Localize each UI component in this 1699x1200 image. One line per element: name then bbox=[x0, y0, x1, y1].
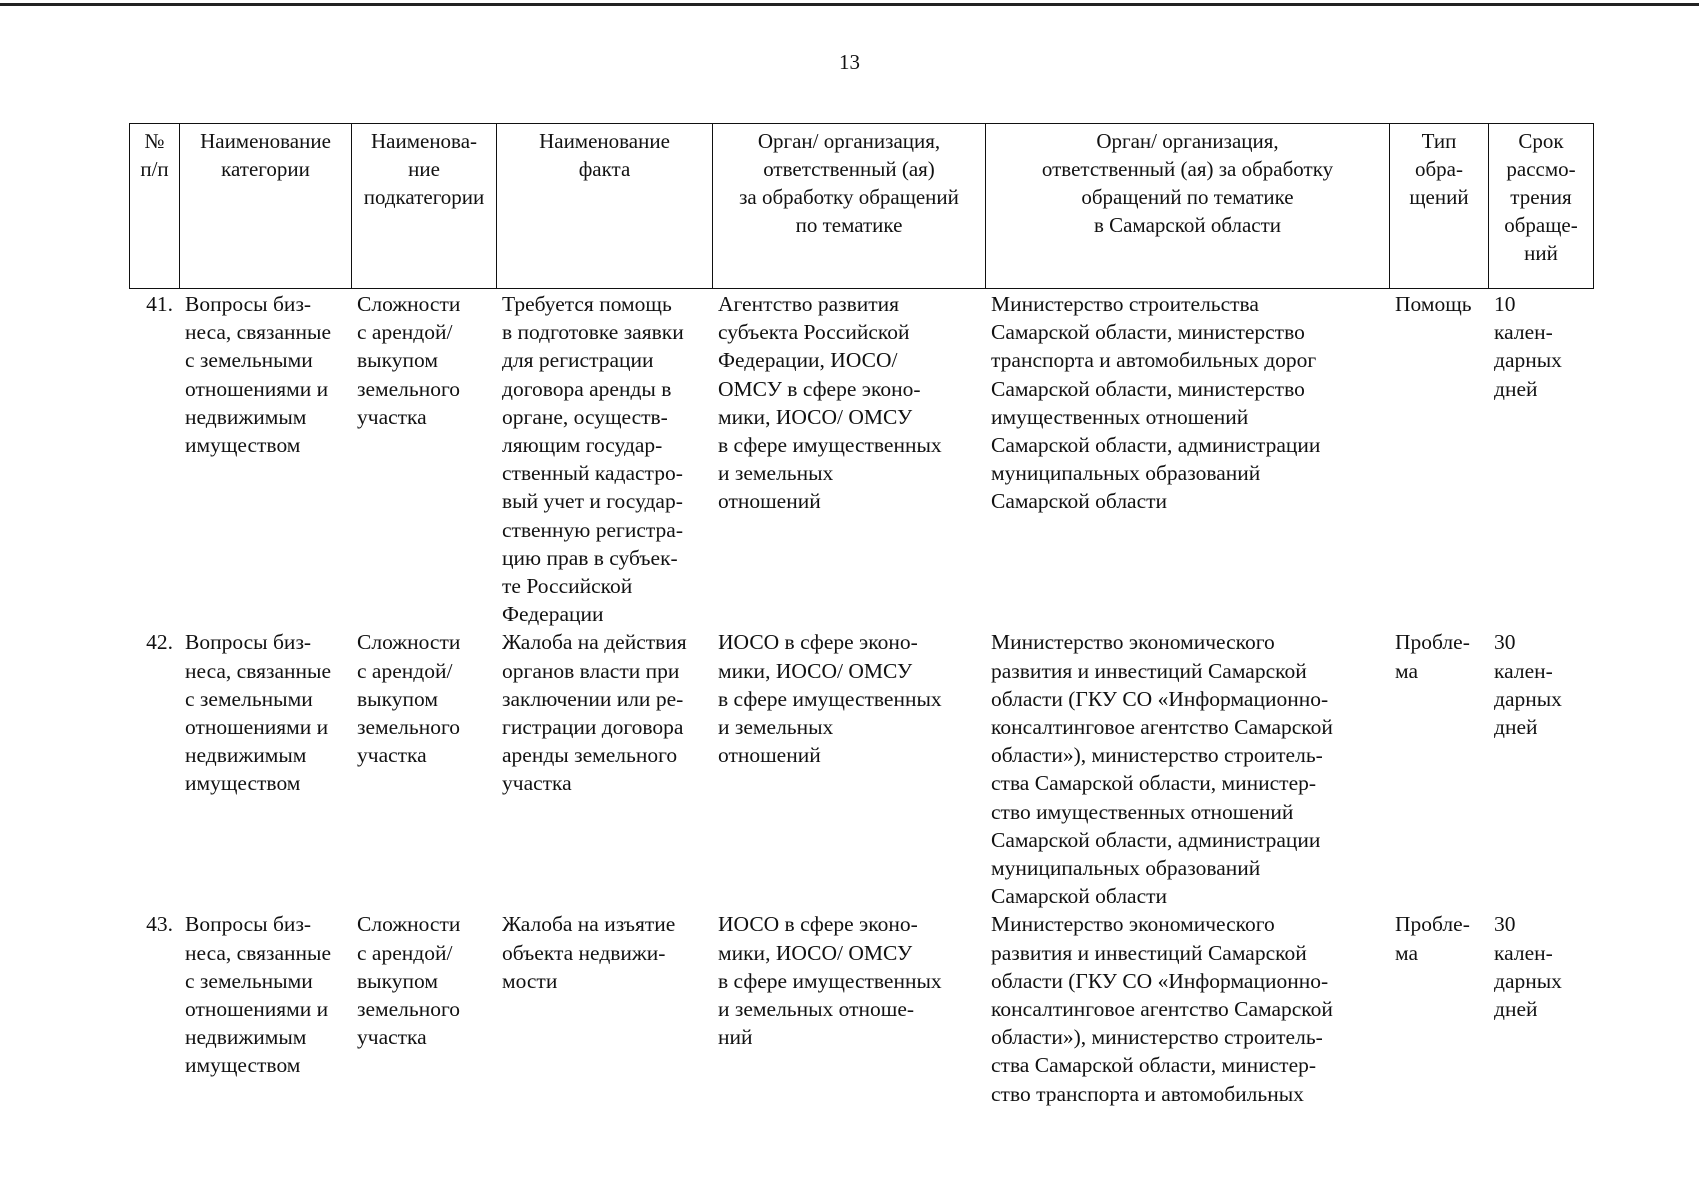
row-term bbox=[1488, 290, 1593, 628]
header-org-line: ответственный (ая) bbox=[763, 157, 935, 181]
row-org-line: в сфере имущественных bbox=[718, 433, 942, 458]
row-term-line: дней bbox=[1494, 715, 1538, 740]
row-subcategory-line: выкупом bbox=[357, 968, 438, 993]
table-row bbox=[129, 290, 1593, 628]
header-org-region-line: Орган/ организация, bbox=[1096, 129, 1279, 153]
row-org bbox=[712, 628, 985, 910]
row-fact-line: цию прав в субъек- bbox=[502, 545, 678, 570]
header-num-line: № bbox=[144, 129, 165, 153]
row-org-region-line: Самарской области, администрации bbox=[991, 827, 1321, 852]
row-subcategory-line: выкупом bbox=[357, 348, 438, 373]
row-term-line: кален- bbox=[1494, 658, 1553, 683]
row-org-line: в сфере имущественных bbox=[718, 968, 942, 993]
row-org-region-line: муниципальных образований bbox=[991, 856, 1261, 881]
header-subcategory-line: Наименова- bbox=[370, 129, 478, 153]
row-org-line: отношений bbox=[718, 743, 821, 768]
row-org-region-line: области (ГКУ СО «Информационно- bbox=[991, 686, 1329, 711]
row-category bbox=[179, 290, 351, 628]
row-org-region-line: муниципальных образований bbox=[991, 461, 1261, 486]
header-category-line: категории bbox=[221, 157, 310, 181]
header-category bbox=[180, 124, 352, 289]
header-fact bbox=[497, 124, 713, 289]
row-org-line: мики, ИОСО/ ОМСУ bbox=[718, 404, 913, 429]
row-org-region-line: транспорта и автомобильных дорог bbox=[991, 348, 1317, 373]
header-term-line: Срок bbox=[1518, 129, 1564, 153]
row-category-line: отношениями и bbox=[185, 997, 329, 1022]
row-category-line: неса, связанные bbox=[185, 658, 332, 683]
header-type-line: Тип bbox=[1421, 129, 1457, 153]
header-subcategory-line: ние bbox=[408, 157, 440, 181]
row-org-region-line: Самарской области bbox=[991, 884, 1168, 909]
row-org bbox=[712, 290, 985, 628]
row-fact-line: органе, осуществ- bbox=[502, 404, 668, 429]
row-subcategory-line: с арендой/ bbox=[357, 940, 453, 965]
header-org-region-line: в Самарской области bbox=[1093, 213, 1282, 237]
row-org-region-line: Самарской области, администрации bbox=[991, 433, 1321, 458]
row-fact-line: договора аренды в bbox=[502, 376, 672, 401]
row-category-line: имуществом bbox=[185, 771, 301, 796]
row-type-line: Помощь bbox=[1395, 292, 1472, 316]
row-category-line: с земельными bbox=[185, 686, 313, 711]
row-subcategory-line: выкупом bbox=[357, 686, 438, 711]
row-category-line: недвижимым bbox=[185, 743, 307, 768]
row-term-line: 30 bbox=[1494, 912, 1516, 937]
row-fact-line: Требуется помощь bbox=[502, 292, 672, 316]
row-org-line: и земельных bbox=[718, 715, 834, 740]
row-subcategory bbox=[351, 290, 496, 628]
row-fact-line: Федерации bbox=[502, 602, 604, 627]
header-num bbox=[130, 124, 180, 289]
row-category-line: с земельными bbox=[185, 968, 313, 993]
row-fact-line: ственный кадастро- bbox=[502, 461, 683, 486]
row-org-line: и земельных отноше- bbox=[718, 997, 915, 1022]
row-type bbox=[1389, 628, 1488, 910]
row-org-line: ИОСО в сфере эконо- bbox=[718, 912, 918, 937]
row-term-line: дарных bbox=[1494, 348, 1562, 373]
row-category-line: имуществом bbox=[185, 433, 301, 458]
row-subcategory-line: земельного bbox=[357, 376, 461, 401]
row-category-line: Вопросы биз- bbox=[185, 630, 312, 655]
row-subcategory-line: с арендой/ bbox=[357, 320, 453, 345]
row-org-region-line: области»), министерство строитель- bbox=[991, 743, 1323, 768]
row-org-region-line: области (ГКУ СО «Информационно- bbox=[991, 968, 1329, 993]
row-org-region-line: Министерство строительства bbox=[991, 292, 1259, 316]
row-fact-line: вый учет и государ- bbox=[502, 489, 683, 514]
row-fact-line: в подготовке заявки bbox=[502, 320, 684, 345]
row-org-region-line: Самарской области, министерство bbox=[991, 320, 1305, 345]
row-type-line: ма bbox=[1395, 658, 1419, 683]
header-fact-line: Наименование bbox=[539, 129, 670, 153]
header-org-line: за обработку обращений bbox=[739, 185, 959, 209]
row-term-line: дней bbox=[1494, 376, 1538, 401]
row-org-line: Федерации, ИОСО/ bbox=[718, 348, 898, 373]
header-fact-line: факта bbox=[578, 157, 631, 181]
header-num-line: п/п bbox=[140, 157, 169, 181]
row-category bbox=[179, 628, 351, 910]
row-org-region-line: Самарской области, министерство bbox=[991, 376, 1305, 401]
row-org-line: Агентство развития bbox=[718, 292, 900, 316]
row-org-region-line: консалтинговое агентство Самарской bbox=[991, 715, 1333, 740]
header-subcategory-line: подкатегории bbox=[363, 185, 485, 209]
row-subcategory-line: Сложности bbox=[357, 912, 461, 937]
row-org-region-line: ство имущественных отношений bbox=[991, 799, 1294, 824]
row-fact-line: ляющим государ- bbox=[502, 433, 663, 458]
row-org-region-line: Министерство экономического bbox=[991, 912, 1275, 937]
row-fact-line: Жалоба на изъятие bbox=[502, 912, 676, 937]
row-org-line: мики, ИОСО/ ОМСУ bbox=[718, 940, 913, 965]
header-term bbox=[1489, 124, 1594, 289]
row-term bbox=[1488, 910, 1593, 1107]
row-org-region-line: имущественных отношений bbox=[991, 404, 1249, 429]
row-org-line: ний bbox=[718, 1025, 753, 1050]
header-org-line: по тематике bbox=[795, 213, 903, 237]
row-fact-line: участка bbox=[502, 771, 572, 796]
row-category-line: недвижимым bbox=[185, 1025, 307, 1050]
row-subcategory-line: Сложности bbox=[357, 292, 461, 316]
header-org-line: Орган/ организация, bbox=[757, 129, 941, 153]
row-org-region bbox=[985, 290, 1389, 628]
row-subcategory-line: земельного bbox=[357, 997, 461, 1022]
row-fact bbox=[496, 628, 712, 910]
row-category-line: Вопросы биз- bbox=[185, 292, 312, 316]
row-number: 41. bbox=[146, 292, 173, 316]
row-org-region-line: Министерство экономического bbox=[991, 630, 1275, 655]
row-org-region-line: развития и инвестиций Самарской bbox=[991, 940, 1307, 965]
header-type-line: обра- bbox=[1415, 157, 1463, 181]
row-term-line: дарных bbox=[1494, 686, 1562, 711]
header-subcategory bbox=[352, 124, 497, 289]
header-term-line: обраще- bbox=[1504, 213, 1578, 237]
row-term-line: дарных bbox=[1494, 968, 1562, 993]
row-category-line: отношениями и bbox=[185, 715, 329, 740]
header-org-region-line: обращений по тематике bbox=[1081, 185, 1294, 209]
row-type bbox=[1389, 290, 1488, 628]
row-subcategory-line: земельного bbox=[357, 715, 461, 740]
row-org-region-line: области»), министерство строитель- bbox=[991, 1025, 1323, 1050]
row-subcategory bbox=[351, 910, 496, 1107]
row-term bbox=[1488, 628, 1593, 910]
row-org-region bbox=[985, 628, 1389, 910]
row-fact-line: Жалоба на действия bbox=[502, 630, 687, 655]
row-fact-line: гистрации договора bbox=[502, 715, 684, 740]
row-type-line: Пробле- bbox=[1395, 630, 1470, 655]
row-term-line: кален- bbox=[1494, 320, 1553, 345]
row-category-line: Вопросы биз- bbox=[185, 912, 312, 937]
table-body bbox=[129, 290, 1593, 1108]
row-org-line: субъекта Российской bbox=[718, 320, 910, 345]
row-org-line: ИОСО в сфере эконо- bbox=[718, 630, 918, 655]
header-org bbox=[713, 124, 986, 289]
header-type-line: щений bbox=[1409, 185, 1469, 209]
row-subcategory bbox=[351, 628, 496, 910]
row-type bbox=[1389, 910, 1488, 1107]
header-org-region-line: ответственный (ая) за обработку bbox=[1041, 157, 1334, 181]
header-term-line: трения bbox=[1510, 185, 1572, 209]
row-term-line: кален- bbox=[1494, 940, 1553, 965]
header-org-region bbox=[986, 124, 1390, 289]
row-org bbox=[712, 910, 985, 1107]
row-org-region bbox=[985, 910, 1389, 1107]
row-fact-line: мости bbox=[502, 968, 558, 993]
row-category-line: с земельными bbox=[185, 348, 313, 373]
row-number: 42. bbox=[146, 630, 173, 655]
row-term-line: 10 bbox=[1494, 292, 1516, 316]
row-category-line: неса, связанные bbox=[185, 320, 332, 345]
row-subcategory-line: с арендой/ bbox=[357, 658, 453, 683]
page-number: 13 bbox=[839, 50, 860, 74]
row-number: 43. bbox=[146, 912, 173, 937]
row-org-line: и земельных bbox=[718, 461, 834, 486]
row-fact-line: органов власти при bbox=[502, 658, 680, 683]
row-org-region-line: Самарской области bbox=[991, 489, 1168, 514]
row-subcategory-line: участка bbox=[357, 404, 427, 429]
table-header bbox=[129, 123, 1594, 289]
row-fact bbox=[496, 290, 712, 628]
header-term-line: рассмо- bbox=[1506, 157, 1576, 181]
table-row bbox=[129, 628, 1593, 910]
row-org-region-line: ство транспорта и автомобильных bbox=[991, 1081, 1304, 1106]
row-subcategory-line: Сложности bbox=[357, 630, 461, 655]
row-fact-line: объекта недвижи- bbox=[502, 940, 666, 965]
row-category-line: имуществом bbox=[185, 1053, 301, 1078]
row-fact-line: те Российской bbox=[502, 574, 633, 599]
row-subcategory-line: участка bbox=[357, 1025, 427, 1050]
top-rule bbox=[0, 3, 1699, 6]
row-fact-line: заключении или ре- bbox=[502, 686, 684, 711]
row-category bbox=[179, 910, 351, 1107]
row-fact-line: ственную регистра- bbox=[502, 517, 683, 542]
row-subcategory-line: участка bbox=[357, 743, 427, 768]
row-fact bbox=[496, 910, 712, 1107]
row-type-line: Пробле- bbox=[1395, 912, 1470, 937]
row-fact-line: для регистрации bbox=[502, 348, 654, 373]
row-type-line: ма bbox=[1395, 940, 1419, 965]
row-term-line: 30 bbox=[1494, 630, 1516, 655]
header-type bbox=[1390, 124, 1489, 289]
row-org-region-line: ства Самарской области, министер- bbox=[991, 1053, 1317, 1078]
row-org-region-line: развития и инвестиций Самарской bbox=[991, 658, 1307, 683]
row-category-line: недвижимым bbox=[185, 404, 307, 429]
row-org-region-line: ства Самарской области, министер- bbox=[991, 771, 1317, 796]
row-org-line: мики, ИОСО/ ОМСУ bbox=[718, 658, 913, 683]
row-org-line: ОМСУ в сфере эконо- bbox=[718, 376, 921, 401]
row-category-line: неса, связанные bbox=[185, 940, 332, 965]
header-category-line: Наименование bbox=[200, 129, 331, 153]
row-category-line: отношениями и bbox=[185, 376, 329, 401]
header-term-line: ний bbox=[1524, 241, 1558, 265]
table-row bbox=[129, 910, 1593, 1107]
row-fact-line: аренды земельного bbox=[502, 743, 678, 768]
row-term-line: дней bbox=[1494, 997, 1538, 1022]
row-org-line: в сфере имущественных bbox=[718, 686, 942, 711]
row-org-region-line: консалтинговое агентство Самарской bbox=[991, 997, 1333, 1022]
row-org-line: отношений bbox=[718, 489, 821, 514]
